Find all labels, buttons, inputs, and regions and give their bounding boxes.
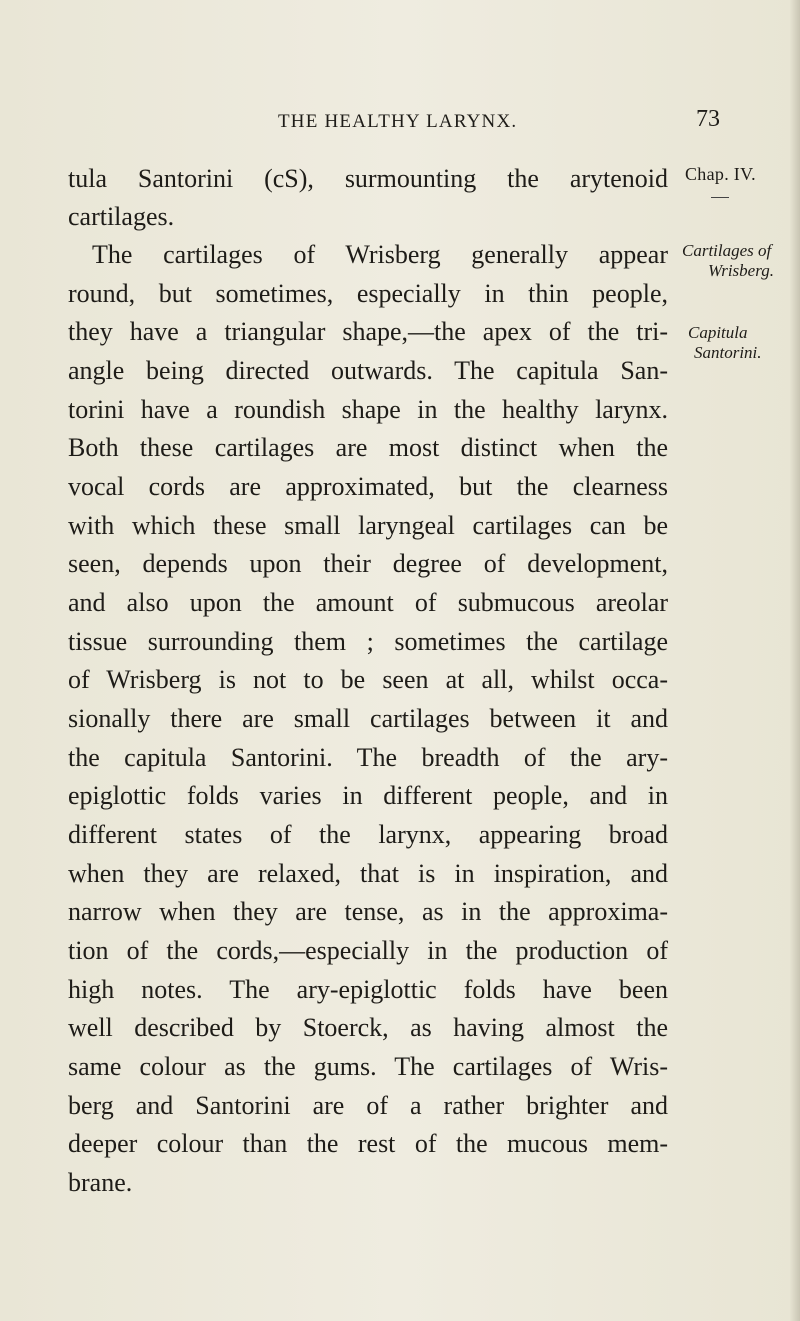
text-line: the capitula Santorini. The breadth of the ary-: [68, 743, 668, 772]
text-line: epiglottic folds varies in different people, and in: [68, 781, 668, 810]
page-edge-shadow: [790, 0, 800, 1321]
text-line: The cartilages of Wrisberg generally appear: [92, 240, 668, 269]
text-line: deeper colour than the rest of the mucous mem-: [68, 1129, 668, 1158]
running-title: THE HEALTHY LARYNX.: [278, 111, 518, 132]
text-line: when they are relaxed, that is in inspiration, and: [68, 859, 668, 888]
sidenote-wrisberg: [682, 241, 774, 281]
text-line: high notes. The ary-epiglottic folds have been: [68, 975, 668, 1004]
text-line: Both these cartilages are most distinct when the: [68, 433, 668, 462]
text-line: brane.: [68, 1168, 133, 1197]
sidenote-line: Santorini.: [694, 343, 762, 362]
text-line: vocal cords are approximated, but the clearness: [68, 472, 668, 501]
text-line: berg and Santorini are of a rather brighter and: [68, 1091, 668, 1120]
sidenote-line: Capitula: [688, 323, 748, 342]
text-line: they have a triangular shape,—the apex of the tri-: [68, 317, 668, 346]
text-line: of Wrisberg is not to be seen at all, whilst occa-: [68, 665, 668, 694]
text-line: tula Santorini (cS), surmounting the arytenoid: [68, 164, 668, 193]
text-line: sionally there are small cartilages between it and: [68, 704, 668, 733]
text-line: tion of the cords,—especially in the production of: [68, 936, 668, 965]
text-line: different states of the larynx, appearing broad: [68, 820, 668, 849]
chapter-marker: Chap. IV.: [685, 164, 756, 184]
text-line: torini have a roundish shape in the healthy larynx.: [68, 395, 668, 424]
text-line: narrow when they are tense, as in the approxima-: [68, 897, 668, 926]
page-number: 73: [696, 106, 720, 132]
sidenote-santorini: [688, 323, 762, 363]
text-line: round, but sometimes, especially in thin people,: [68, 279, 668, 308]
text-line: tissue surrounding them ; sometimes the cartilage: [68, 627, 668, 656]
sidenote-line: Wrisberg.: [708, 261, 774, 280]
text-line: cartilages.: [68, 202, 175, 231]
text-line: same colour as the gums. The cartilages of Wris-: [68, 1052, 668, 1081]
text-line: and also upon the amount of submucous areolar: [68, 588, 668, 617]
chapter-dash: [711, 197, 729, 198]
text-line: with which these small laryngeal cartilages can be: [68, 511, 668, 540]
text-line: well described by Stoerck, as having almost the: [68, 1013, 668, 1042]
text-line: angle being directed outwards. The capitula San-: [68, 356, 668, 385]
sidenote-line: Cartilages of: [682, 241, 772, 260]
text-line: seen, depends upon their degree of development,: [68, 549, 668, 578]
